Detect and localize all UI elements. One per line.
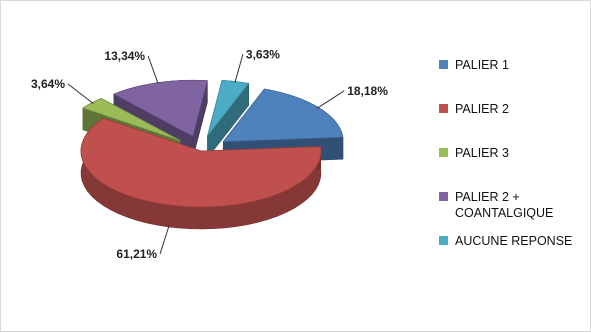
pie-chart — [1, 1, 591, 333]
data-label-palier-2-coantalgique: 13,34% — [104, 49, 146, 63]
legend-swatch — [439, 104, 448, 113]
legend-label: AUCUNE REPONSE — [455, 234, 573, 248]
legend-label: PALIER 2 + — [455, 190, 520, 204]
legend-swatch — [439, 236, 448, 245]
legend-item-palier-3 — [439, 146, 509, 160]
legend-label: COANTALGIQUE — [455, 206, 554, 220]
legend-swatch — [439, 192, 448, 201]
leader-line-palier-1 — [317, 91, 344, 109]
data-label-palier-2: 61,21% — [116, 246, 158, 261]
legend-label: PALIER 1 — [455, 58, 509, 72]
leader-line-palier-3 — [68, 84, 93, 104]
legend-label: PALIER 3 — [455, 146, 509, 160]
legend-swatch — [439, 148, 448, 157]
leader-line-palier-2 — [160, 225, 169, 254]
data-label-palier-3: 3,64% — [30, 77, 65, 91]
legend-swatch — [439, 60, 448, 69]
data-label-aucune-reponse: 3,63% — [245, 47, 280, 62]
legend-item-palier-1 — [439, 58, 509, 72]
leader-line-palier-2-coantalgique — [148, 56, 158, 84]
legend-item-aucune-reponse — [439, 234, 572, 248]
pie-plot-area — [81, 80, 343, 229]
legend — [439, 58, 572, 248]
data-label-palier-1: 18,18% — [347, 83, 388, 98]
legend-label: PALIER 2 — [455, 102, 509, 116]
legend-item-palier-2 — [439, 102, 509, 116]
legend-item-palier-2-coantalgique — [439, 190, 553, 220]
leader-line-aucune-reponse — [235, 54, 243, 82]
